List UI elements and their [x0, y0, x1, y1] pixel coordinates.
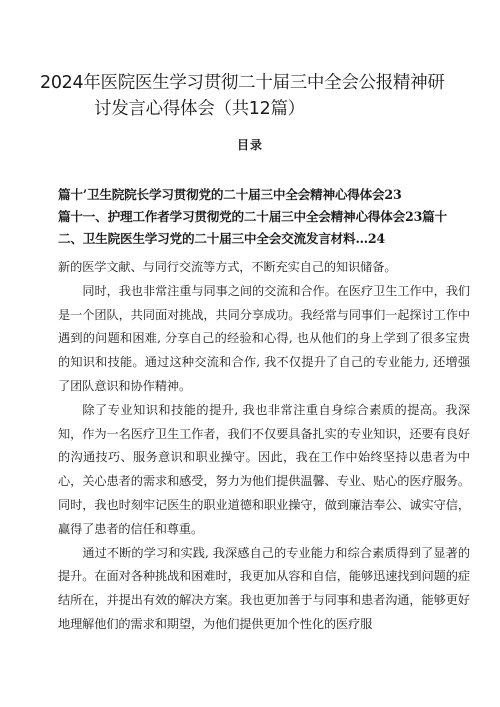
body-paragraph: 除了专业知识和技能的提升, 我也非常注重自身综合素质的提高。我深知，作为一名医疗卫生工作者，我们不仅要具备扎实的专业知识，还要有良好的沟通技巧、服务意识和职业操守。因此，我在工作中始终坚持以患者为中心，关心患者的需求和感受，努力为他们提供温馨、专业、贴心的医疗服务。同时，我也时刻牢记医生的职业道德和职业操守，做到廉洁奉公、诚实守信，赢得了患者的信任和尊重。	[58, 402, 470, 536]
body-paragraph: 新的医学文献、与同行交流等方式，不断充实自己的知识储备。	[58, 260, 397, 274]
title-line-1: 2024年医院医生学习贯彻二十届三中全会公报精神研	[40, 73, 445, 93]
body-text	[58, 256, 470, 637]
body-paragraph: 同时，我也非常注重与同事之间的交流和合作。在医疗卫生工作中，我们是一个团队，共同面对挑战，共同分享成功。我经常与同事们一起探讨工作中遇到的问题和困难, 分享自己的经验和心得, 也从他们的身上学到了很多宝贵的知识和技能。通过这种交流和合作, 我不仅提升了自己的专业能力, 还增强了团队意识和协作精神。	[58, 283, 470, 393]
toc-entry[interactable]: 篇十一、护理工作者学习贯彻党的二十届三中全会精神心得体会23篇十	[58, 209, 447, 224]
table-of-contents	[58, 184, 468, 250]
document-title	[40, 70, 470, 122]
title-line-2: 讨发言心得体会（共12篇）	[94, 99, 305, 119]
toc-entry[interactable]: 二、卫生院医生学习党的二十届三中全会交流发言材料…24	[58, 231, 385, 246]
toc-entry[interactable]: 篇十’卫生院院长学习贯彻党的二十届三中全会精神心得体会23	[58, 187, 402, 202]
body-paragraph: 通过不断的学习和实践, 我深感自己的专业能力和综合素质得到了显著的提升。在面对各种挑战和困难时，我更加从容和自信，能够迅速找到问题的症结所在，并提出有效的解决方案。我也更加善于与同事和患者沟通，能够更好地理解他们的需求和期望，为他们提供更加个性化的医疗服	[58, 545, 470, 631]
toc-heading: 目录	[236, 138, 263, 152]
